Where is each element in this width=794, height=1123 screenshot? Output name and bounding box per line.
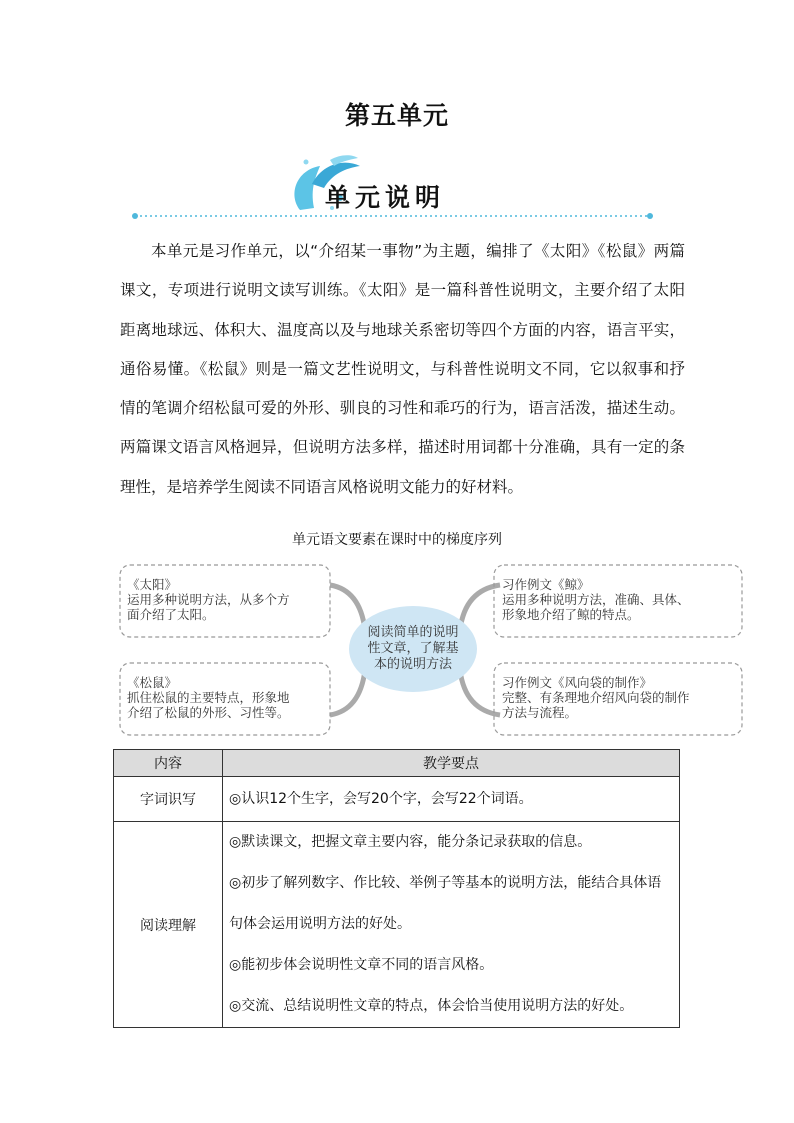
table-row [114, 822, 680, 1028]
header-points: 教学要点 [223, 750, 680, 777]
box-taiyang: 《太阳》 运用多种说明方法，从多个方 面介绍了太阳。 [127, 577, 290, 622]
table-row [114, 777, 680, 822]
point-item: ◎认识12个生字，会写20个字，会写22个词语。 [229, 790, 533, 807]
banner-title: 单元说明 [325, 183, 446, 212]
intro-text [120, 232, 685, 507]
connector-arc [330, 670, 365, 715]
row-points [223, 777, 680, 822]
table-header-row [114, 750, 680, 777]
box-jing: 习作例文《鲸》 运用多种说明方法，准确、具体、 形象地介绍了鲸的特点。 [502, 577, 690, 622]
box-songshu: 《松鼠》 抓住松鼠的主要特点，形象地 介绍了松鼠的外形、习性等。 [127, 675, 290, 720]
point-item: ◎默读课文，把握文章主要内容，能分条记录获取的信息。 [229, 834, 592, 850]
teaching-points-table [113, 749, 680, 1028]
connector-arc [330, 585, 365, 630]
diagram-caption: 单元语文要素在课时中的梯度序列 [292, 532, 502, 548]
intro-paragraph: 本单元是习作单元，以“介绍某一事物”为主题，编排了《太阳》《松鼠》两篇课文，专项进行说明文读写训练。《太阳》是一篇科普性说明文，主要介绍了太阳距离地球远、体积大、温度高以及与地球关系密切等四个方面的内容，语言平实，通俗易懂。《松鼠》则是一篇文艺性说明文，与科普性说明文不同，它以叙事和抒情的笔调介绍松鼠可爱的外形、驯良的习性和乖巧的行为，语言活泼，描述生动。两篇课文语言风格迥异，但说明方法多样，描述时用词都十分准确，具有一定的条理性，是培养学生阅读不同语言风格说明文能力的好材料。 [120, 242, 685, 496]
point-item: ◎能初步体会说明性文章不同的语言风格。 [229, 957, 494, 973]
point-item: ◎初步了解列数字、作比较、举例子等基本的说明方法，能结合具体语句体会运用说明方法的好处。 [229, 875, 662, 932]
center-text: 阅读简单的说明 性文章，了解基 本的说明方法 [367, 625, 459, 672]
page-title: 第五单元 [344, 101, 449, 130]
row-label: 阅读理解 [114, 822, 223, 1028]
header-content: 内容 [114, 750, 223, 777]
box-fengxiangdai: 习作例文《风向袋的制作》 完整、有条理地介绍风向袋的制作 方法与流程。 [502, 675, 690, 720]
row-label: 字词识写 [114, 777, 223, 822]
point-item: ◎交流、总结说明性文章的特点，体会恰当使用说明方法的好处。 [229, 998, 634, 1014]
row-points [223, 822, 680, 1028]
